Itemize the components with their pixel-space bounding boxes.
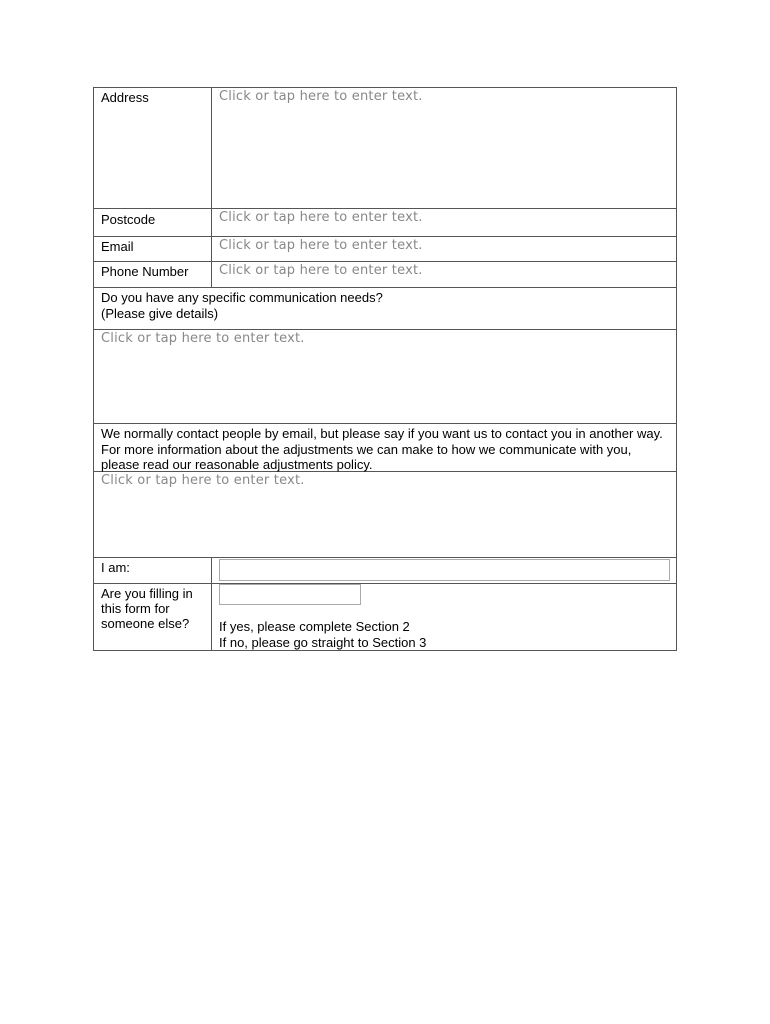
communication-needs-field[interactable]: Click or tap here to enter text. [101,331,305,346]
contact-details-form [93,87,677,651]
address-row [94,88,676,209]
communication-needs-line2: (Please give details) [101,305,219,321]
communication-needs-answer-row [94,330,676,424]
filling-for-someone-label: Are you filling in this form for someone else? [94,584,212,650]
i-am-row [94,558,676,584]
email-field[interactable]: Click or tap here to enter text. [219,238,423,253]
yes-instruction: If yes, please complete Section 2 [219,619,410,634]
postcode-row [94,209,676,237]
postcode-label: Postcode [94,209,212,236]
address-field[interactable]: Click or tap here to enter text. [219,89,423,104]
phone-row [94,262,676,288]
address-label: Address [94,88,212,208]
phone-label: Phone Number [94,262,212,287]
contact-note: We normally contact people by email, but please say if you want us to contact you in another way. For more information about the adjustments we can make to how we communicate with you, please read our reasonable adjustments policy. [101,426,663,472]
contact-preference-row [94,472,676,558]
no-instruction: If no, please go straight to Section 3 [219,635,427,650]
i-am-dropdown[interactable] [219,559,670,581]
contact-preference-field[interactable]: Click or tap here to enter text. [101,473,305,488]
phone-field[interactable]: Click or tap here to enter text. [219,263,423,278]
communication-needs-line1: Do you have any specific communication needs? [101,290,383,305]
communication-needs-question [94,288,676,329]
filling-for-someone-row [94,584,676,650]
email-label: Email [94,237,212,261]
email-row [94,237,676,262]
filling-for-someone-dropdown[interactable] [219,584,361,605]
contact-note-row [94,424,676,472]
communication-needs-row [94,288,676,330]
i-am-label: I am: [94,558,212,583]
postcode-field[interactable]: Click or tap here to enter text. [219,210,423,225]
